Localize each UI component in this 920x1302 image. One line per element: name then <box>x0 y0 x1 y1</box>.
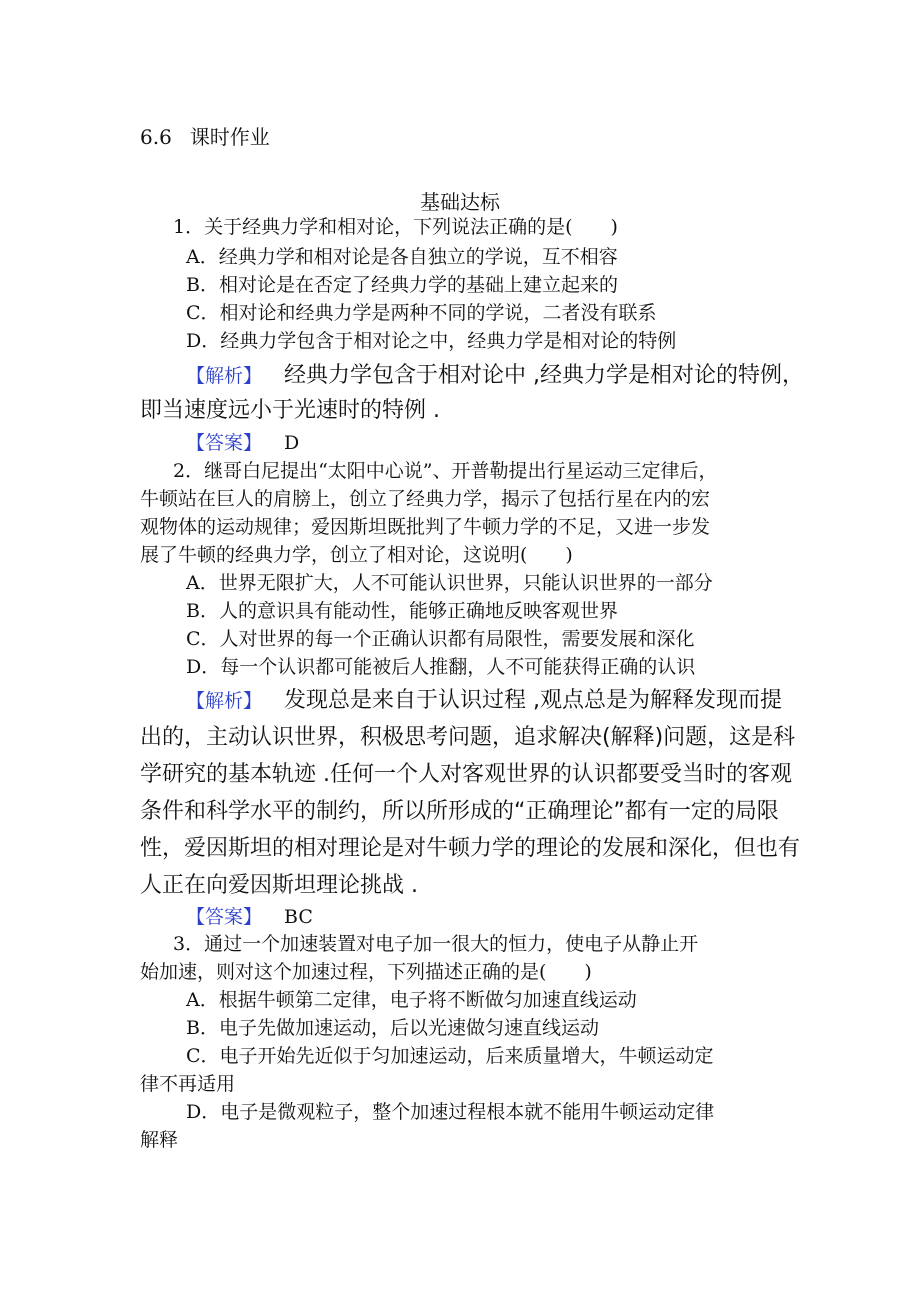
question-2-analysis-5: 性，爱因斯坦的相对理论是对牛顿力学的理论的发展和深化，但也有 <box>140 836 801 861</box>
page-title: 课时作业 <box>189 125 270 149</box>
analysis-label: 【解析】 <box>186 690 263 712</box>
question-2-stem-4: 展了牛顿的经典力学，创立了相对论，这说明( ) <box>140 544 573 566</box>
answer-value: BC <box>284 906 313 928</box>
question-3-option-b: B．电子先做加速运动，后以光速做匀速直线运动 <box>186 1017 599 1039</box>
question-2-stem: 2．继哥白尼提出“太阳中心说”、开普勒提出行星运动三定律后， <box>173 460 718 482</box>
question-3-option-c: C．电子开始先近似于匀加速运动，后来质量增大，牛顿运动定 <box>186 1045 714 1067</box>
question-1-stem: 1．关于经典力学和相对论，下列说法正确的是( ) <box>173 216 618 238</box>
answer-label: 【答案】 <box>186 906 263 928</box>
question-1-option-a: A．经典力学和相对论是各自独立的学说，互不相容 <box>186 246 618 268</box>
question-2-analysis-6: 人正在向爱因斯坦理论挑战 . <box>140 873 418 898</box>
question-2-analysis-2: 出的，主动认识世界，积极思考问题，追求解决(解释)问题，这是科 <box>140 725 796 750</box>
analysis-label: 【解析】 <box>186 365 263 387</box>
answer-label: 【答案】 <box>186 432 263 454</box>
question-2-analysis-3: 学研究的基本轨迹 .任何一个人对客观世界的认识都要受当时的客观 <box>140 762 792 787</box>
question-1-answer <box>186 430 299 456</box>
question-1-analysis-cont: 即当速度远小于光速时的特例 . <box>140 398 440 423</box>
question-1-option-d: D．经典力学包含于相对论之中，经典力学是相对论的特例 <box>186 330 677 352</box>
question-2-option-d: D．每一个认识都可能被后人推翻，人不可能获得正确的认识 <box>186 656 696 678</box>
question-2-analysis <box>186 686 782 716</box>
question-2-answer <box>186 904 313 930</box>
section-title: 基础达标 <box>420 190 500 214</box>
question-1-option-c: C．相对论和经典力学是两种不同的学说，二者没有联系 <box>186 302 657 324</box>
question-2-stem-3: 观物体的运动规律；爱因斯坦既批判了牛顿力学的不足，又进一步发 <box>140 516 711 538</box>
question-1-option-b: B．相对论是在否定了经典力学的基础上建立起来的 <box>186 274 618 296</box>
question-2-option-b: B．人的意识具有能动性，能够正确地反映客观世界 <box>186 600 618 622</box>
question-2-option-c: C．人对世界的每一个正确认识都有局限性，需要发展和深化 <box>186 628 695 650</box>
question-3-option-d-cont: 解释 <box>140 1129 179 1151</box>
question-3-stem-2: 始加速，则对这个加速过程，下列描述正确的是( ) <box>140 961 592 983</box>
question-3-option-a: A．根据牛顿第二定律，电子将不断做匀加速直线运动 <box>186 989 637 1011</box>
question-2-analysis-4: 条件和科学水平的制约，所以所形成的“正确理论”都有一定的局限 <box>140 799 779 824</box>
analysis-text: 发现总是来自于认识过程 ,观点总是为解释发现而提 <box>284 688 783 713</box>
question-3-stem: 3．通过一个加速装置对电子加一很大的恒力，使电子从静止开 <box>173 933 699 955</box>
question-1-analysis <box>186 361 804 391</box>
page-header <box>140 124 270 150</box>
question-3-option-d: D．电子是微观粒子，整个加速过程根本就不能用牛顿运动定律 <box>186 1101 715 1123</box>
section-number: 6.6 <box>140 125 172 149</box>
analysis-text: 经典力学包含于相对论中 ,经典力学是相对论的特例， <box>284 363 805 388</box>
question-3-option-c-cont: 律不再适用 <box>140 1073 236 1095</box>
question-2-stem-2: 牛顿站在巨人的肩膀上，创立了经典力学，揭示了包括行星在内的宏 <box>140 488 711 510</box>
answer-value: D <box>284 432 300 454</box>
question-2-option-a: A．世界无限扩大，人不可能认识世界，只能认识世界的一部分 <box>186 572 713 594</box>
